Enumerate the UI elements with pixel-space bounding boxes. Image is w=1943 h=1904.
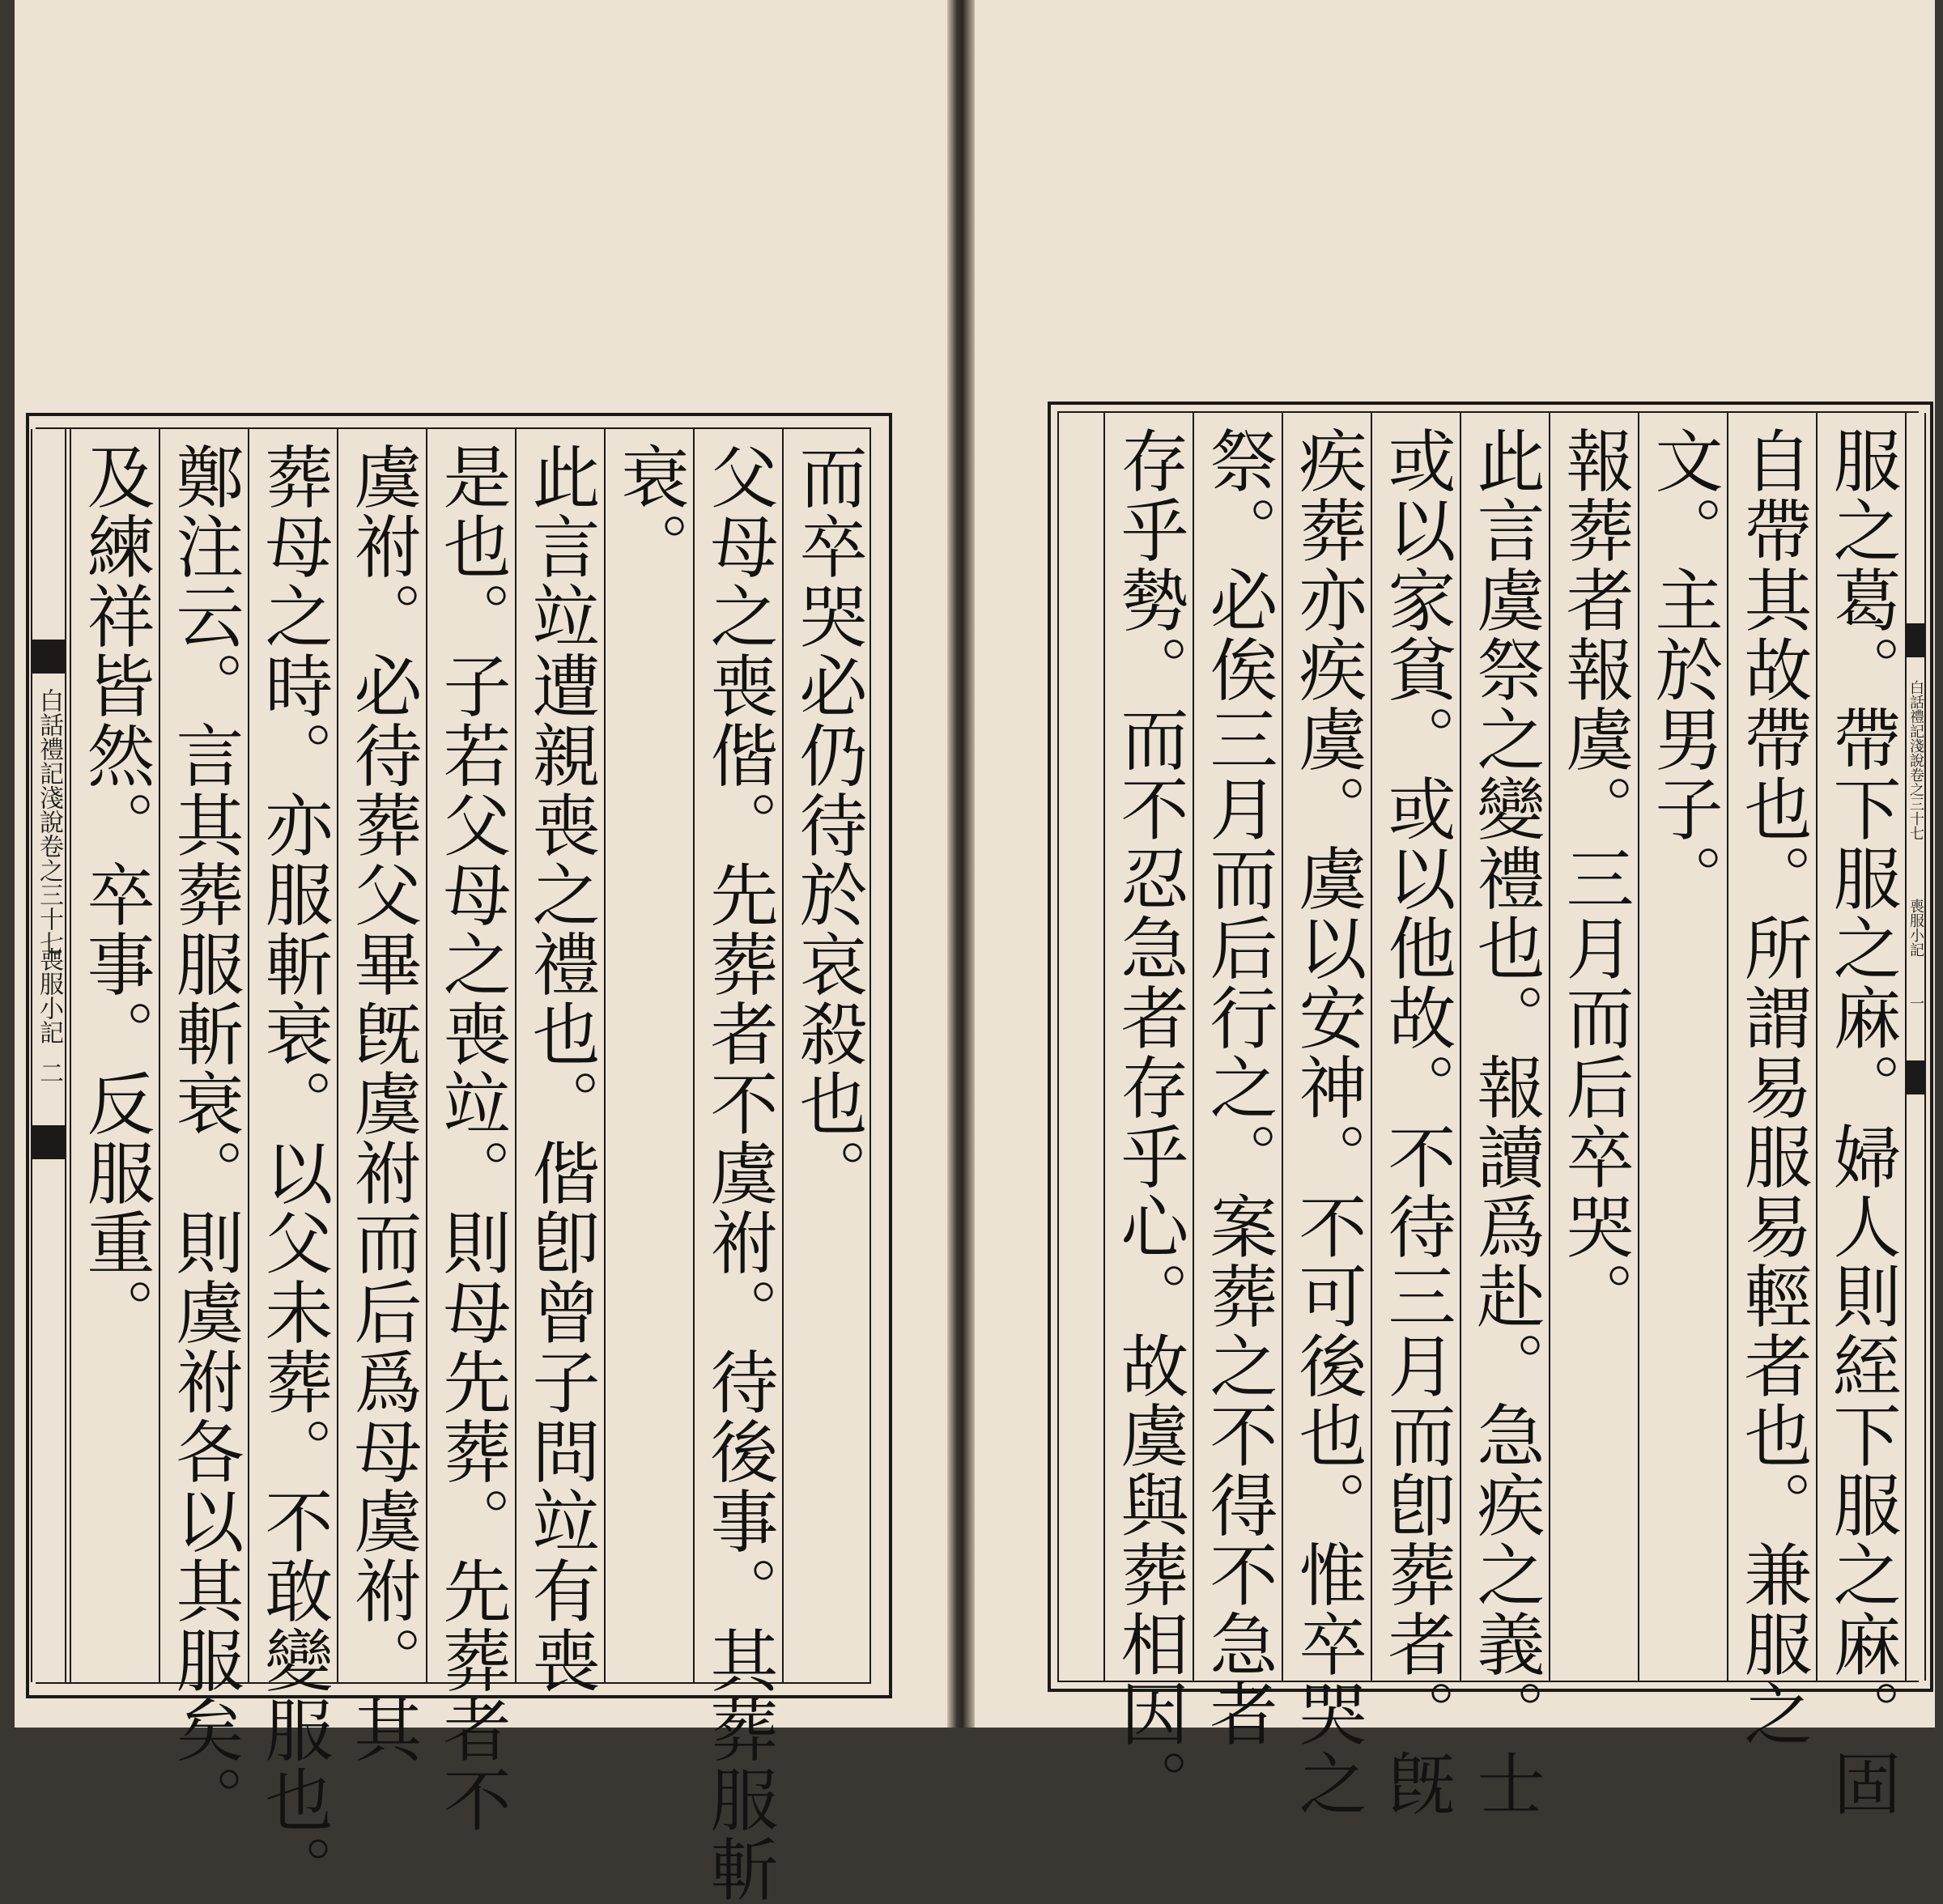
left-column-5 <box>426 429 517 1834</box>
right-text-frame <box>1048 402 1933 1818</box>
text-column: 或以家貧。或以他故。不待三月而卽葬者。旣 <box>1377 426 1456 1818</box>
text-column: 衰。 <box>610 442 690 581</box>
right-fishtail-mark-lower <box>1907 1060 1924 1094</box>
text-column: 父母之喪偕。先葬者不虞祔。待後事。其葬服斬 <box>699 442 779 1904</box>
left-column-9 <box>70 429 160 1682</box>
text-column: 虞祔。必待葬父畢旣虞祔而后爲母虞祔。其 <box>343 442 423 1765</box>
text-column: 是也。子若父母之喪竝。則母先葬。先葬者不 <box>432 442 512 1834</box>
right-page-number: 一 <box>1907 996 1924 1010</box>
text-column: 此言虞祭之變禮也。報讀爲赴。急疾之義。士 <box>1466 426 1545 1818</box>
text-column: 存乎勢。而不忍急者存乎心。故虞與葬相因。 <box>1110 426 1189 1818</box>
text-column: 葬母之時。亦服斬衰。以父未葬。不敢變服也。 <box>254 442 334 1904</box>
text-column: 自帶其故帶也。所謂易服易輕者也。兼服之 <box>1733 426 1813 1749</box>
right-column-1 <box>1816 413 1907 1818</box>
right-column-7 <box>1282 413 1372 1818</box>
text-column: 此言竝遭親喪之禮也。偕卽曾子問竝有喪 <box>521 442 601 1695</box>
right-fishtail-column <box>1905 413 1926 1681</box>
right-column-9 <box>1103 413 1194 1818</box>
left-text-frame <box>26 413 892 1904</box>
left-fishtail-column <box>31 429 66 1682</box>
text-column: 文。主於男子。 <box>1644 426 1724 913</box>
right-text-block <box>1057 411 1924 1818</box>
right-column-3 <box>1638 413 1728 1681</box>
left-column-7 <box>248 429 338 1904</box>
text-column: 報葬者報虞。三月而后卒哭。 <box>1555 426 1635 1331</box>
left-column-1 <box>782 429 873 1682</box>
text-column: 疾葬亦疾虞。虞以安神。不可後也。惟卒哭之 <box>1288 426 1367 1818</box>
left-column-8 <box>159 429 249 1834</box>
left-running-title: 白話禮記淺說卷之三十七 <box>35 688 63 955</box>
text-column: 而卒哭必仍待於哀殺也。 <box>789 442 868 1208</box>
text-column: 服之葛。帶下服之麻。婦人則絰下服之麻。固 <box>1822 426 1902 1818</box>
right-section-title: 喪服小記 <box>1907 899 1924 957</box>
left-fishtail-mark-upper <box>32 640 65 674</box>
right-running-title: 白話禮記淺說卷之三十七 <box>1907 680 1924 840</box>
text-column: 祭。必俟三月而后行之。案葬之不得不急者 <box>1199 426 1278 1749</box>
right-column-8 <box>1193 413 1283 1749</box>
right-fishtail-mark-upper <box>1907 623 1924 657</box>
right-column-2 <box>1727 413 1818 1749</box>
left-section-title: 喪服小記 <box>35 947 63 1044</box>
book-gutter <box>947 0 975 1728</box>
left-text-block <box>35 427 871 1904</box>
left-column-2 <box>693 429 784 1904</box>
left-column-3 <box>604 429 695 1682</box>
left-column-4 <box>515 429 606 1695</box>
text-column: 鄭注云。言其葬服斬衰。則虞祔各以其服矣。 <box>165 442 244 1834</box>
right-column-5 <box>1460 413 1550 1818</box>
right-column-6 <box>1371 413 1461 1818</box>
left-page-number: 二 <box>35 1060 63 1085</box>
left-fishtail-mark-lower <box>32 1125 65 1159</box>
text-column: 及練祥皆然。卒事。反服重。 <box>76 442 155 1347</box>
left-column-6 <box>337 429 427 1765</box>
right-column-4 <box>1549 413 1639 1681</box>
